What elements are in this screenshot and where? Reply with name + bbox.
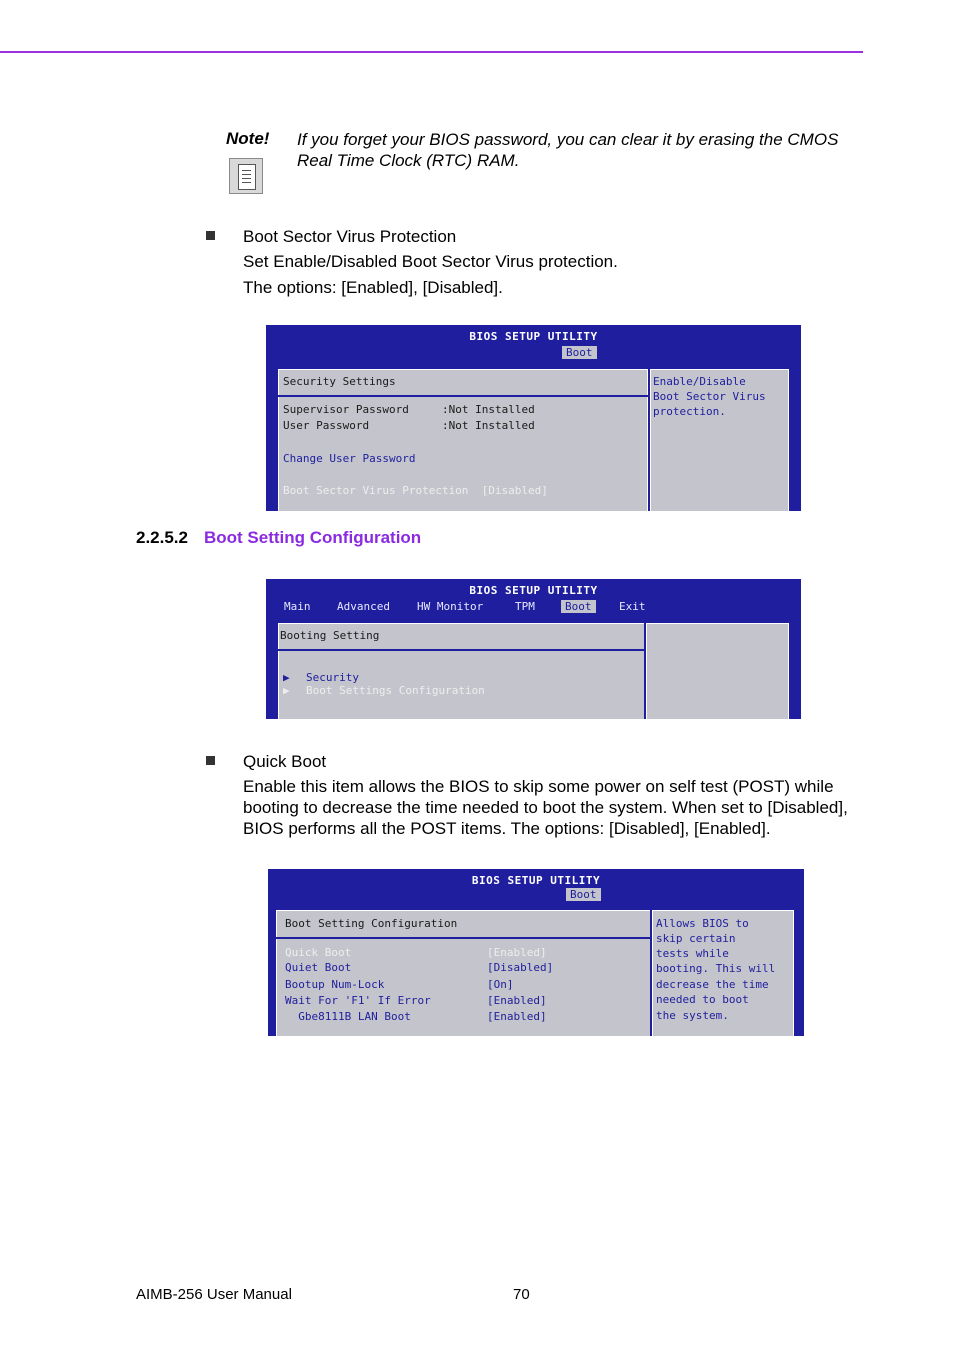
- setting-value[interactable]: [Disabled]: [487, 961, 554, 974]
- page-number: 70: [513, 1286, 530, 1303]
- menu-item-security[interactable]: Security: [306, 671, 359, 684]
- boot-sector-virus-item[interactable]: Boot Sector Virus Protection [Disabled]: [283, 484, 548, 497]
- bullet-title: Boot Sector Virus Protection: [243, 227, 457, 246]
- section-title: Boot Setting Configuration: [204, 528, 422, 547]
- bios-title: BIOS SETUP UTILITY: [471, 874, 601, 887]
- setting-wait-f1[interactable]: Wait For 'F1' If Error: [285, 994, 431, 1007]
- setting-lan-boot[interactable]: Gbe8111B LAN Boot: [285, 1010, 411, 1023]
- note-icon: [229, 158, 263, 194]
- help-line: booting. This will: [656, 962, 776, 975]
- help-line: skip certain: [656, 932, 736, 945]
- help-line: Boot Sector Virus: [653, 390, 766, 403]
- row-value: :Not Installed: [442, 419, 535, 432]
- bios-title: BIOS SETUP UTILITY: [469, 330, 598, 343]
- bullet-text: The options: [Enabled], [Disabled].: [243, 278, 503, 297]
- help-line: protection.: [653, 405, 726, 418]
- setting-quiet-boot[interactable]: Quiet Boot: [285, 961, 352, 974]
- bullet-text: Enable this item allows the BIOS to skip some power on self test (POST) while booting to decrease the time needed to boot the system. When set to [Disabled], BIOS performs all the POST items. The options: [Disabled], [Enabled].: [243, 777, 848, 838]
- tab-advanced[interactable]: Advanced: [337, 600, 390, 613]
- bios-heading: Boot Setting Configuration: [285, 917, 458, 930]
- setting-bootup-num-lock[interactable]: Bootup Num-Lock: [285, 978, 385, 991]
- tab-boot[interactable]: Boot: [562, 346, 597, 359]
- arrow-icon: ▶: [283, 684, 290, 697]
- tab-tpm[interactable]: TPM: [515, 600, 535, 613]
- row-value: :Not Installed: [442, 403, 535, 416]
- note-text: If you forget your BIOS password, you can clear it by erasing the CMOS Real Time Clock (RTC) RAM.: [297, 130, 839, 170]
- help-line: tests while: [656, 947, 729, 960]
- footer-manual-title: AIMB-256 User Manual: [136, 1286, 292, 1303]
- setting-value[interactable]: [On]: [487, 978, 514, 991]
- bios-help-panel: [648, 367, 791, 511]
- setting-value[interactable]: [Enabled]: [487, 994, 547, 1007]
- row-label: User Password: [283, 419, 370, 432]
- bullet-icon: [206, 231, 215, 240]
- setting-quick-boot[interactable]: Quick Boot: [285, 946, 352, 959]
- setting-value[interactable]: [Enabled]: [487, 1010, 547, 1023]
- setting-value[interactable]: [Enabled]: [487, 946, 547, 959]
- help-line: the system.: [656, 1009, 729, 1022]
- bios-heading: Security Settings: [283, 375, 396, 388]
- section-number: 2.2.5.2: [136, 528, 188, 547]
- tab-main[interactable]: Main: [284, 600, 311, 613]
- header-rule: [0, 51, 863, 53]
- row-label: Supervisor Password: [283, 403, 409, 416]
- divider: [278, 649, 644, 651]
- bios-screenshot-security: [266, 325, 801, 511]
- bios-title: BIOS SETUP UTILITY: [469, 584, 598, 597]
- help-line: Enable/Disable: [653, 375, 746, 388]
- bullet-icon: [206, 756, 215, 765]
- arrow-icon: ▶: [283, 671, 290, 684]
- divider: [276, 937, 650, 939]
- tab-boot[interactable]: Boot: [561, 600, 596, 613]
- bullet-text: Set Enable/Disabled Boot Sector Virus protection.: [243, 252, 618, 271]
- bios-heading: Booting Setting: [280, 629, 380, 642]
- change-user-password-link[interactable]: Change User Password: [283, 452, 416, 465]
- divider: [278, 395, 648, 397]
- note-label: Note!: [226, 129, 270, 148]
- tab-boot[interactable]: Boot: [566, 888, 601, 901]
- tab-hw-monitor[interactable]: HW Monitor: [417, 600, 484, 613]
- bios-screenshot-boot-menu: [266, 579, 801, 719]
- tab-exit[interactable]: Exit: [619, 600, 646, 613]
- menu-item-boot-settings-configuration[interactable]: Boot Settings Configuration: [306, 684, 485, 697]
- help-line: decrease the time: [656, 978, 769, 991]
- bullet-title: Quick Boot: [243, 752, 327, 771]
- bios-help-panel: [644, 621, 791, 719]
- help-line: Allows BIOS to: [656, 917, 749, 930]
- help-line: needed to boot: [656, 993, 749, 1006]
- bios-screenshot-boot-settings: [268, 869, 804, 1036]
